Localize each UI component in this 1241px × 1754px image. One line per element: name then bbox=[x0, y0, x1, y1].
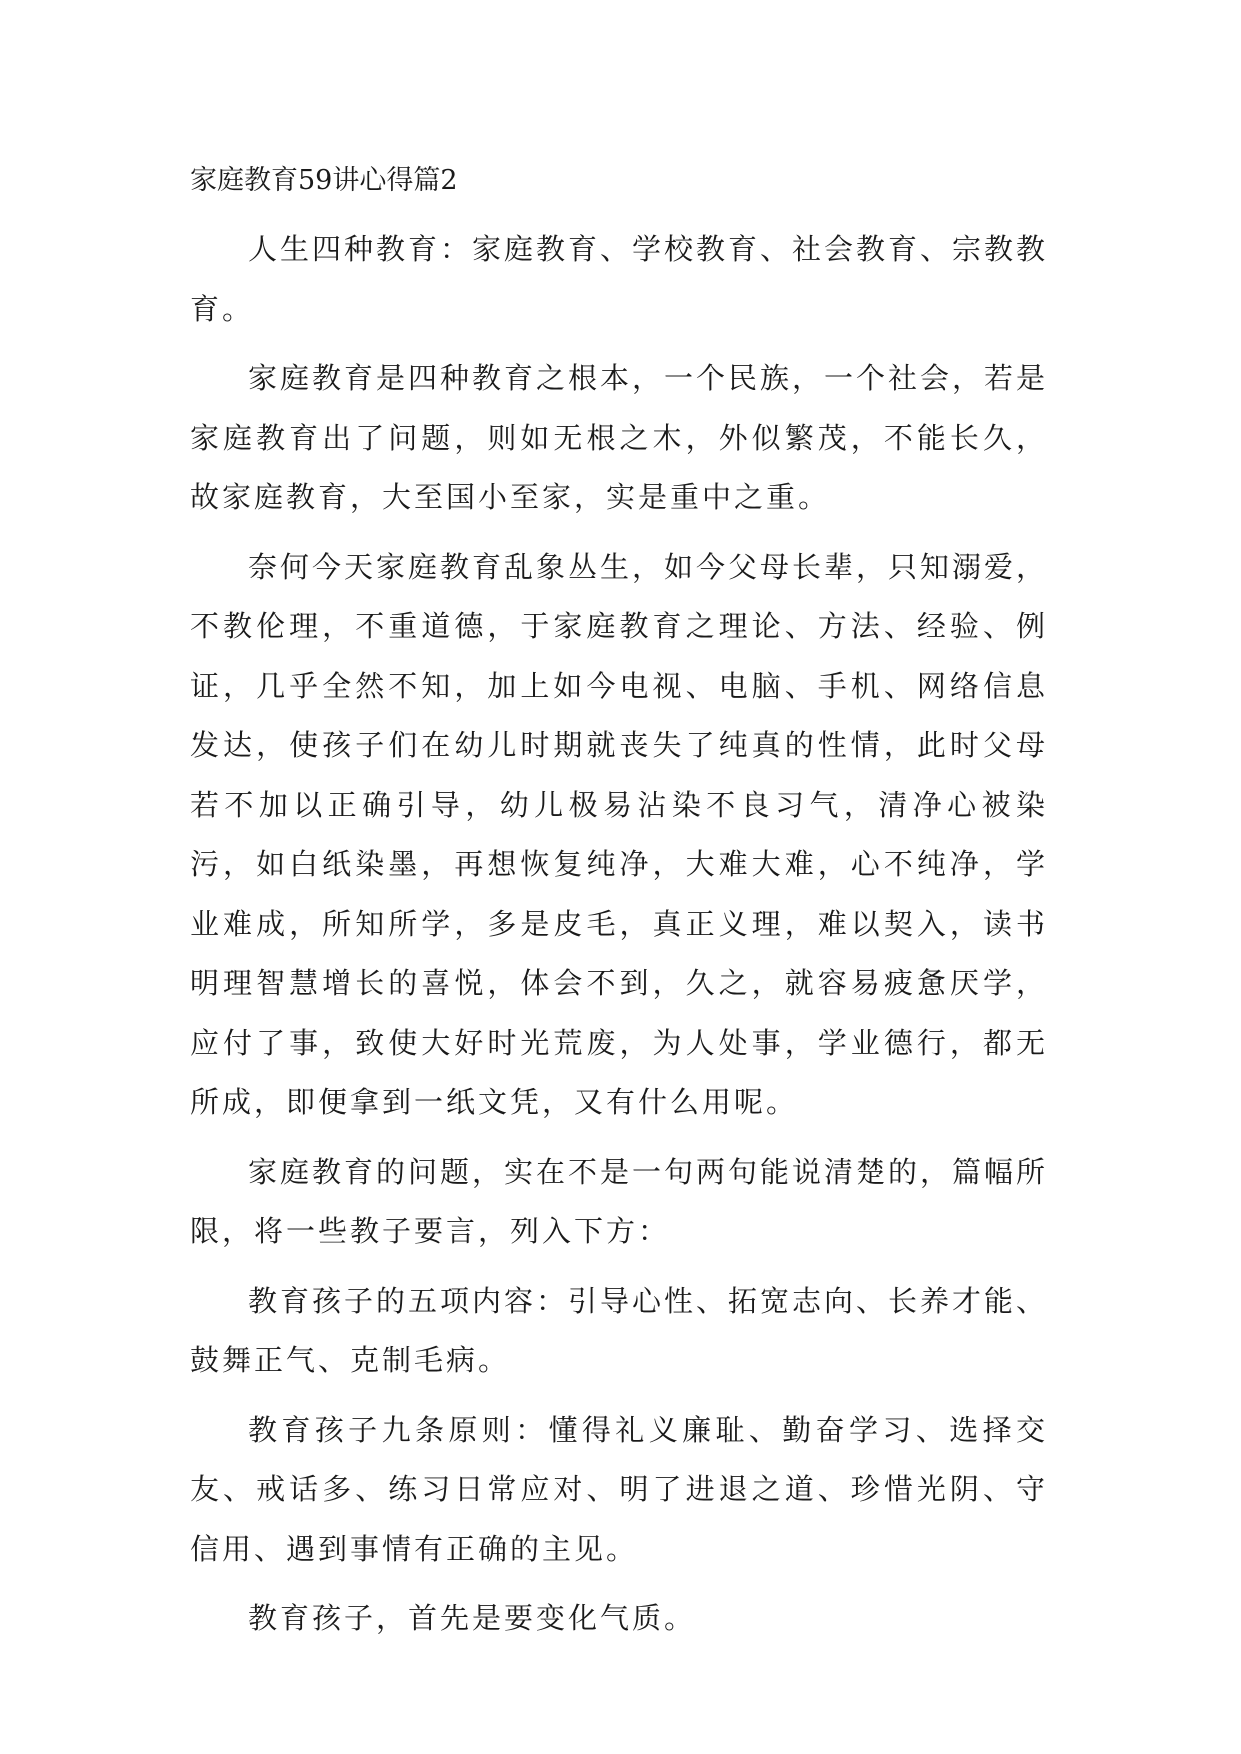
paragraph-five-contents: 教育孩子的五项内容：引导心性、拓宽志向、长养才能、鼓舞正气、克制毛病。 bbox=[190, 1283, 1049, 1377]
document-body bbox=[190, 220, 1048, 1659]
paragraph-change-temperament: 教育孩子，首先是要变化气质。 bbox=[248, 1601, 697, 1635]
paragraph-key-sayings-intro: 家庭教育的问题，实在不是一句两句能说清楚的，篇幅所限，将一些教子要言，列入下方： bbox=[190, 1154, 1049, 1248]
paragraph-current-problems: 奈何今天家庭教育乱象丛生，如今父母长辈，只知溺爱，不教伦理，不重道德，于家庭教育之理论、方法、经验、例证，几乎全然不知，加上如今电视、电脑、手机、网络信息发达，使孩子们在幼儿时期就丧失了纯真的性情，此时父母若不加以正确引导，幼儿极易沾染不良习气，清净心被染污，如白纸染墨，再想恢复纯净，大难大难，心不纯净，学业难成，所知所学，多是皮毛，真正义理，难以契入，读书明理智慧增长的喜悦，体会不到，久之，就容易疲惫厌学，应付了事，致使大好时光荒废，为人处事，学业德行，都无所成，即便拿到一纸文凭，又有什么用呢。 bbox=[190, 549, 1049, 1119]
paragraph-family-education-root: 家庭教育是四种教育之根本，一个民族，一个社会，若是家庭教育出了问题，则如无根之木，外似繁茂，不能长久，故家庭教育，大至国小至家，实是重中之重。 bbox=[190, 361, 1049, 514]
document-title: 家庭教育59讲心得篇2 bbox=[190, 165, 458, 196]
paragraph-nine-principles: 教育孩子九条原则：懂得礼义廉耻、勤奋学习、选择交友、戒话多、练习日常应对、明了进退之道、珍惜光阴、守信用、遇到事情有正确的主见。 bbox=[190, 1412, 1048, 1566]
paragraph-four-kinds-of-education: 人生四种教育：家庭教育、学校教育、社会教育、宗教教育。 bbox=[190, 232, 1049, 326]
